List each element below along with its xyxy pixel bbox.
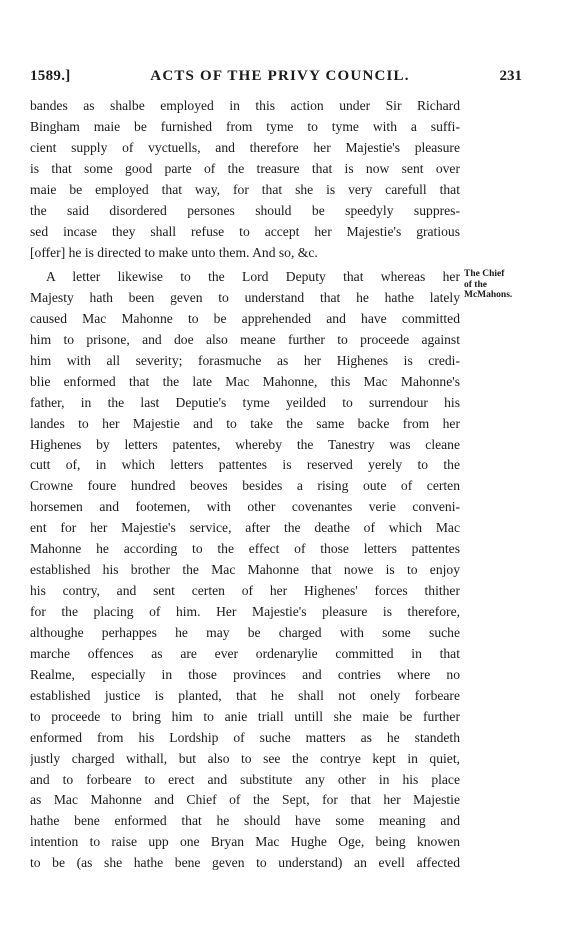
page-number: 231 — [499, 68, 522, 84]
text-line: established his brother the Mac Mahonne that nowe is to enjoy — [30, 562, 460, 578]
running-header — [30, 68, 522, 92]
text-line: Realme, especially in those provinces and contries where no — [30, 666, 460, 682]
text-line: Bingham maie be furnished from tyme to tyme with a suffi- — [30, 118, 460, 134]
paragraph-letter-lord-deputy — [30, 267, 460, 874]
text-line: his contry, and sent certen of her Highenes' forces thither — [30, 583, 460, 599]
margin-note-line: of the — [464, 279, 487, 290]
paragraph-continuation — [30, 96, 460, 264]
text-line: althoughe perhappes he may be charged with some suche — [30, 624, 460, 640]
text-line: blie enformed that the late Mac Mahonne, this Mac Mahonne's — [30, 373, 460, 389]
text-line: caused Mac Mahonne to be apprehended and have committed — [30, 310, 460, 326]
margin-note-line: McMahons. — [464, 290, 513, 300]
header-title: ACTS OF THE PRIVY COUNCIL. — [150, 68, 410, 84]
text-line: the said disordered persones should be speedyly suppres- — [30, 202, 460, 218]
text-line: bandes as shalbe employed in this action under Sir Richard — [30, 98, 460, 113]
text-line: and to forbeare to erect and substitute any other in his place — [30, 771, 460, 787]
text-line: cutt of, in which letters pattentes is reserved yerely to the — [30, 457, 460, 473]
text-line: intention to raise upp one Bryan Mac Hughe Oge, being knowen — [30, 834, 460, 850]
text-line: sed incase they shall refuse to accept her Majestie's gratious — [30, 223, 460, 239]
margin-note-line: The Chief — [464, 269, 505, 279]
text-line: marche offences as are ever ordenarylie committed in that — [30, 645, 460, 661]
text-line: enformed from his Lordship of suche matters as he standeth — [30, 729, 460, 745]
text-line: Crowne foure hundred beoves besides a rising oute of certen — [30, 478, 460, 494]
text-line: for the placing of him. Her Majestie's pleasure is therefore, — [30, 604, 460, 619]
text-line: Majesty hath been geven to understand that he hathe lately — [30, 289, 460, 305]
text-line: father, in the last Deputie's tyme yeilded to surrendour his — [30, 394, 460, 410]
text-line: maie be employed that way, for that she is very carefull that — [30, 181, 460, 197]
text-line: horsemen and footemen, with other covenantes verie conveni- — [30, 499, 460, 515]
text-line: is that some good parte of the treasure that is now sent over — [30, 160, 460, 176]
text-line: him with all severity; forasmuche as her Highenes is credi- — [30, 352, 460, 368]
text-line: hathe bene enformed that he should have some meaning and — [30, 813, 460, 829]
text-line: Highenes by letters patentes, whereby the Tanestry was cleane — [30, 436, 460, 452]
text-line: [offer] he is directed to make unto them. And so, &c. — [30, 244, 318, 260]
text-line: cient supply of vyctuells, and therefore her Majestie's pleasure — [30, 139, 460, 155]
header-year: 1589.] — [30, 68, 71, 84]
text-line: established justice is planted, that he shall not onely forbeare — [30, 687, 460, 703]
text-line: ent for her Majestie's service, after the deathe of which Mac — [30, 520, 460, 536]
text-line: landes to her Majestie and to take the same backe from her — [30, 415, 460, 431]
text-line: to proceede to bring him to anie triall untill she maie be further — [30, 708, 460, 724]
margin-note — [464, 269, 544, 301]
text-line: justly charged withall, but also to see the contrye kept in quiet, — [30, 750, 460, 766]
text-line: A letter likewise to the Lord Deputy that whereas her — [46, 269, 460, 284]
text-line: as Mac Mahonne and Chief of the Sept, for that her Majestie — [30, 792, 460, 808]
text-line: Mahonne he according to the effect of those letters pattentes — [30, 541, 460, 557]
text-line: to be (as she hathe bene geven to understand) an evell affected — [30, 855, 460, 871]
text-line: him to prisone, and doe also meane further to proceede against — [30, 331, 460, 347]
